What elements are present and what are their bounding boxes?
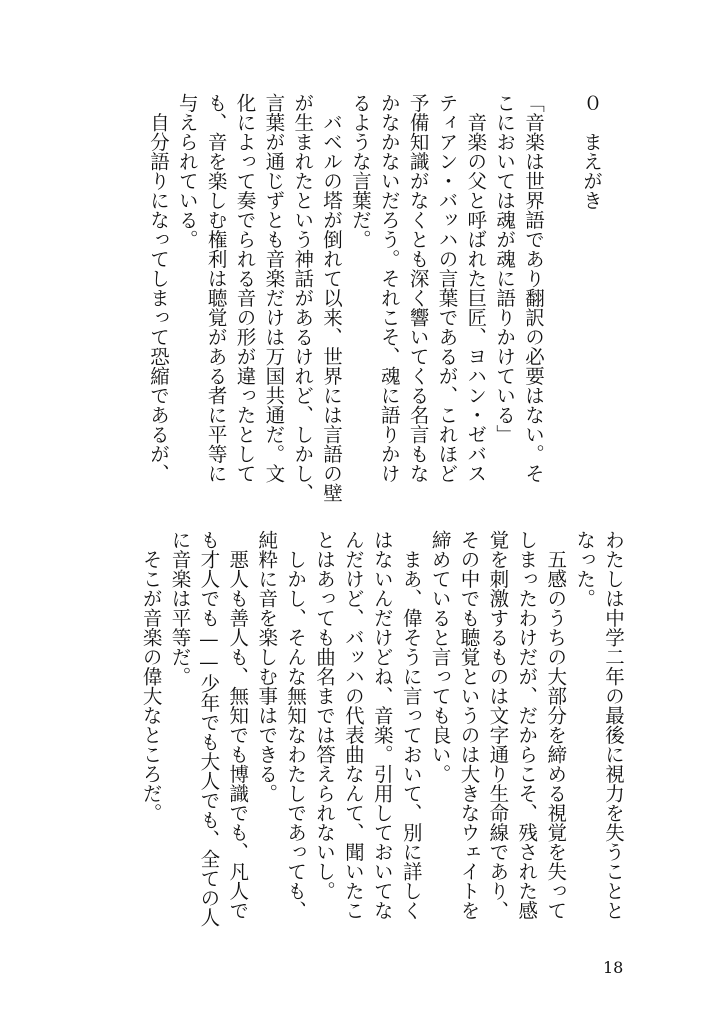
text-line: 自分語りになってしまって恐縮であるが、 [146, 93, 170, 483]
text-line: 「音楽は世界語であり翻訳の必要はない。そ [522, 93, 545, 483]
text-line: 予備知識がなくとも深く響いてくる名言もな [406, 93, 430, 483]
text-line: そこが音楽の偉大なところだ。 [139, 530, 163, 823]
text-line: 締めていると言っても良い。 [428, 530, 452, 784]
text-line: わたしは中学二年の最後に視力を失うことと [602, 530, 625, 920]
text-line: が生まれたという神話があるけれど、しかし、 [291, 93, 315, 503]
text-line: とはあっても曲名までは答えられないし。 [313, 530, 336, 901]
text-line: かなかないだろう。それこそ、魂に語りかけ [377, 93, 401, 483]
text-line: 化によって奏でられる音の形が違ったとして [233, 93, 257, 483]
text-line: はないんだけどね、音楽。引用しておいてな [370, 530, 394, 920]
text-line: こにおいては魂が魂に語りかけている」 [493, 93, 517, 444]
text-line: 純粋に音を楽しむ事はできる。 [255, 530, 279, 803]
page-number: 18 [603, 958, 624, 977]
text-line: 音楽の父と呼ばれた巨匠、ヨハン・ゼバス [464, 93, 488, 483]
text-line: 覚を刺激するものは文字通り生命線であり、 [486, 530, 510, 920]
text-line: んだけど、バッハの代表曲なんて、聞いたこ [341, 530, 365, 920]
text-line: 与えられている。 [175, 93, 199, 249]
text-line: その中でも聴覚というのは大きなウェイトを [457, 530, 481, 920]
text-line: まあ、偉そうに言っておいて、別に詳しく [399, 530, 423, 920]
text-line: バベルの塔が倒れて以来、世界には言語の壁 [320, 93, 344, 503]
text-line: しまったわけだが、だからこそ、残された感 [515, 530, 539, 920]
text-line: しかし、そんな無知なわたしであっても、 [284, 530, 308, 920]
text-line: 五感のうちの大部分を締める視覚を失って [544, 530, 568, 920]
text-line: に音楽は平等だ。 [168, 530, 192, 686]
text-line: るような言葉だ。 [348, 93, 372, 249]
text-line: も、音を楽しむ権利は聴覚がある者に平等に [204, 93, 228, 483]
chapter-heading: ０ まえがき [580, 93, 603, 210]
text-line: 言葉が通じずとも音楽だけは万国共通だ。文 [262, 93, 286, 483]
text-line: なった。 [573, 530, 597, 608]
text-line: ティアン・バッハの言葉であるが、これほど [435, 93, 459, 483]
text-line: 悪人も善人も、無知でも博識でも、凡人で [226, 530, 250, 920]
text-line: も才人でも——少年でも大人でも、全ての人 [197, 530, 221, 927]
